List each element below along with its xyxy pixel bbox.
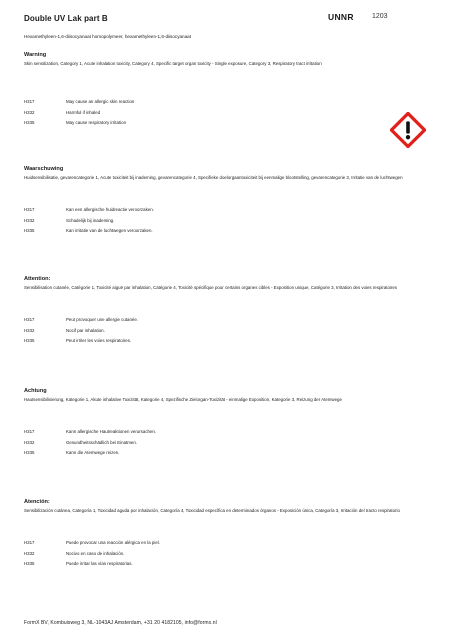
hazard-statement xyxy=(24,315,434,326)
hazard-code: H317 xyxy=(24,207,35,212)
hazard-classification: Skin sensitization, Category 1, Acute inhalation toxicity, Category 4, Specific target organ toxicity - Single exposure, Category 3, Respiratory tract irritation xyxy=(24,61,322,66)
hazard-statement xyxy=(24,427,434,438)
hazard-statements xyxy=(24,97,434,129)
hazard-text: May cause an allergic skin reaction xyxy=(66,99,135,104)
hazard-section-en xyxy=(24,52,434,129)
signal-word: Achtung xyxy=(24,388,47,394)
hazard-classification: Hautsensibilisierung, Kategorie 1, Akute inhalative Toxizität, Kategorie 4, Spezifische Zielorgan-Toxizität - einmalige Exposition, Kategorie 3, Reizung der Atemwege xyxy=(24,397,342,402)
hazard-text: Nocif par inhalation. xyxy=(66,327,105,333)
hazard-classification: Sensibilización cutánea, Categoría 1, Toxicidad aguda por inhalación, Categoría 4, Toxicidad específica en determinados órganos - Exposición única, Categoría 3, Irritación del tracto respiratorio xyxy=(24,508,400,513)
hazard-statement xyxy=(24,336,434,347)
hazard-text: Peut provoquer une allergie cutanée. xyxy=(66,317,139,322)
exclamation-mark-hazard-icon xyxy=(390,112,426,148)
hazard-statements xyxy=(24,427,434,459)
hazard-statement xyxy=(24,326,434,337)
hazard-text: Kan een allergische huidreactie veroorzaken. xyxy=(66,207,154,212)
hazard-code: H317 xyxy=(24,99,35,104)
hazard-section-fr xyxy=(24,276,434,347)
hazard-code: H335 xyxy=(24,228,35,233)
hazard-code: H317 xyxy=(24,429,35,434)
hazard-code: H332 xyxy=(24,109,35,115)
hazard-statement xyxy=(24,205,434,216)
hazard-code: H332 xyxy=(24,217,35,223)
hazard-text: Kann allergische Hautreaktionen verursachen. xyxy=(66,429,157,434)
hazard-statement xyxy=(24,538,434,549)
document-title: Double UV Lak part B xyxy=(24,14,108,23)
hazard-code: H317 xyxy=(24,317,35,322)
product-code: 1203 xyxy=(372,13,388,20)
hazard-statements xyxy=(24,538,434,570)
hazard-section-es xyxy=(24,499,434,570)
hazard-code: H317 xyxy=(24,540,35,545)
hazard-statements xyxy=(24,205,434,237)
hazard-text: Puede provocar una reacción alérgica en la piel. xyxy=(66,540,160,545)
hazard-text: May cause respiratory irritation xyxy=(66,120,127,125)
hazard-statement xyxy=(24,226,434,237)
hazard-code: H335 xyxy=(24,120,35,125)
footer-contact: FormX BV, Kombuisweg 3, NL-1043AJ Amsterdam, +31 20 4182105, info@formx.nl xyxy=(24,620,217,626)
substance-names: Hexamethyleen-1,6-diisocyanaat homopolymeer, hexamethyleen-1,6-diisocyanaat xyxy=(24,34,191,39)
hazard-statement xyxy=(24,448,434,459)
hazard-statements xyxy=(24,315,434,347)
hazard-text: Peut irriter les voies respiratoires. xyxy=(66,338,132,343)
hazard-statement xyxy=(24,118,434,129)
hazard-statement xyxy=(24,559,434,570)
hazard-text: Puede irritar las vías respiratorias. xyxy=(66,561,133,566)
hazard-text: Kan irritatie van de luchtwegen veroorzaken. xyxy=(66,228,153,233)
hazard-code: H335 xyxy=(24,338,35,343)
hazard-classification: Huidsensibilisatie, gevarencategorie 1, Acute toxiciteit bij inademing, gevarencategorie 4, Specifieke doelorgaantoxiciteit bij eenmalige blootstelling, gevarencategorie 3, Irritatie van de luchtwegen xyxy=(24,175,403,180)
hazard-code: H335 xyxy=(24,561,35,566)
signal-word: Atención: xyxy=(24,499,50,505)
hazard-code: H332 xyxy=(24,550,35,556)
hazard-statement xyxy=(24,438,434,449)
hazard-text: Kann die Atemwege reizen. xyxy=(66,450,120,455)
hazard-statement xyxy=(24,549,434,560)
hazard-statement xyxy=(24,108,434,119)
hazard-section-de xyxy=(24,388,434,459)
hazard-text: Gesundheitsschädlich bei Einatmen. xyxy=(66,439,138,445)
hazard-classification: Sensibilisation cutanée, Catégorie 1, Toxicité aiguë par inhalation, Catégorie 4, Toxicité spécifique pour certains organes cibles - Exposition unique, Catégorie 3, Irritation des voies respiratoires xyxy=(24,285,398,290)
hazard-code: H332 xyxy=(24,439,35,445)
hazard-statement xyxy=(24,97,434,108)
hazard-section-nl xyxy=(24,166,434,237)
signal-word: Attention: xyxy=(24,276,51,282)
signal-word: Waarschuwing xyxy=(24,166,64,172)
hazard-statement xyxy=(24,216,434,227)
hazard-text: Nocivo en caso de inhalación. xyxy=(66,550,125,556)
hazard-code: H335 xyxy=(24,450,35,455)
brand-name: UNNR xyxy=(328,12,354,22)
signal-word: Warning xyxy=(24,52,47,58)
hazard-text: Schadelijk bij inademing. xyxy=(66,217,115,223)
hazard-text: Harmful if inhaled xyxy=(66,109,101,115)
hazard-code: H332 xyxy=(24,327,35,333)
